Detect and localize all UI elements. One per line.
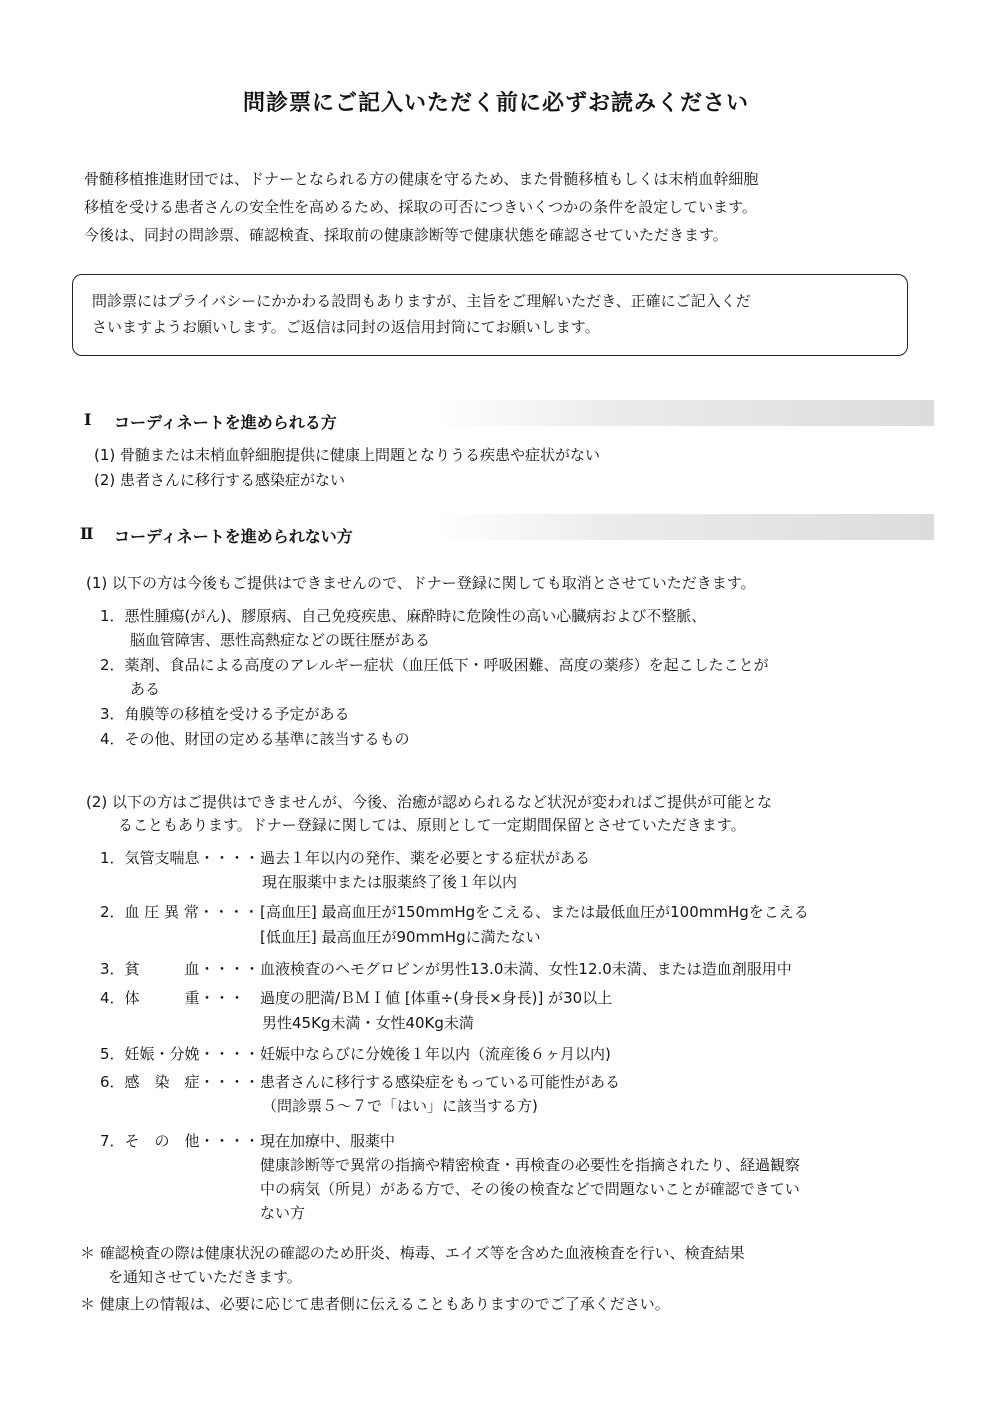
part-2-item-5-label: 5．妊娠・分娩・・・・: [100, 1045, 260, 1063]
part-2-item-6-line-2: （問診票５～７で「はい」に該当する方): [262, 1097, 538, 1115]
part-2-item-2-line-1: [高血圧] 最高血圧が150mmHgをこえる、または最低血圧が100mmHgをこえる: [260, 903, 809, 921]
part-2-item-3-line-1: 血液検査のヘモグロビンが男性13.0未満、女性12.0未満、または造血剤服用中: [260, 960, 792, 978]
part-2-item-6-line-1: 患者さんに移行する感染症をもっている可能性がある: [260, 1073, 621, 1091]
footnote-1-cont: を通知させていただきます。: [108, 1268, 302, 1286]
section-2-number: Ⅱ: [80, 524, 94, 543]
part-1-item-1-cont: 脳血管障害、悪性高熱症などの既往歴がある: [130, 631, 431, 649]
part-1-item-4: 4．その他、財団の定める基準に該当するもの: [100, 730, 410, 748]
part-1-item-2: 2．薬剤、食品による高度のアレルギー症状（血圧低下・呼吸困難、高度の薬疹）を起こしたことが: [100, 656, 769, 674]
part-2-item-7-line-1: 現在加療中、服薬中: [260, 1132, 396, 1150]
part-2-item-5-line-1: 妊娠中ならびに分娩後１年以内（流産後６ヶ月以内): [260, 1045, 611, 1063]
notice-line-1: 問診票にはプライバシーにかかわる設問もありますが、主旨をご理解いただき、正確にご記入くだ: [92, 292, 751, 310]
part-2-item-4-line-2: 男性45Kg未満・女性40Kg未満: [262, 1014, 474, 1032]
part-2-item-4-line-1: 過度の肥満/ＢＭＩ値 [体重÷(身長×身長)] が30以上: [260, 989, 613, 1007]
page-title: 問診票にご記入いただく前に必ずお読みください: [242, 91, 749, 116]
part-2-item-7-line-3: 中の病気（所見）がある方で、その後の検査などで問題ないことが確認できてい: [260, 1180, 800, 1198]
part-2-item-3-label: 3．貧 血・・・・: [100, 960, 260, 978]
intro-line-2: 移植を受ける患者さんの安全性を高めるため、採取の可否につきいくつかの条件を設定しています。: [84, 198, 757, 216]
intro-line-3: 今後は、同封の問診票、確認検査、採取前の健康診断等で健康状態を確認させていただきます。: [84, 226, 728, 244]
part-2-item-7-line-4: ない方: [260, 1204, 306, 1222]
part-2-item-2-line-2: [低血圧] 最高血圧が90mmHgに満たない: [260, 928, 541, 946]
part-2-item-1-line-2: 現在服薬中または服薬終了後１年以内: [262, 873, 518, 891]
footnote-1: ＊ 確認検査の際は健康状況の確認のため肝炎、梅毒、エイズ等を含めた血液検査を行い、検査結果: [80, 1244, 745, 1262]
section-1-number: Ⅰ: [84, 410, 92, 429]
intro-line-1: 骨髄移植推進財団では、ドナーとなられる方の健康を守るため、また骨髄移植もしくは末梢血幹細胞: [84, 170, 759, 188]
part-1-item-2-cont: ある: [130, 680, 161, 698]
section-1-item-2: (2) 患者さんに移行する感染症がない: [94, 471, 346, 489]
part-2-item-4-label: 4．体 重・・・: [100, 989, 245, 1007]
part-1-item-1: 1．悪性腫瘍(がん)、膠原病、自己免疫疾患、麻酔時に危険性の高い心臓病および不整脈、: [100, 607, 707, 625]
part-2-item-2-label: 2．血 圧 異 常・・・・: [100, 903, 259, 921]
part-2-item-6-label: 6．感 染 症・・・・: [100, 1073, 260, 1091]
part-2-item-7-line-2: 健康診断等で異常の指摘や精密検査・再検査の必要性を指摘されたり、経過観察: [260, 1156, 801, 1174]
section-2-part-1-heading: (1) 以下の方は今後もご提供はできませんので、ドナー登録に関しても取消とさせていただきます。: [86, 574, 756, 592]
part-2-item-1-label: 1．気管支喘息・・・・: [100, 849, 260, 867]
section-2-title: コーディネートを進められない方: [114, 527, 353, 546]
part-2-item-7-label: 7．そ の 他・・・・: [100, 1132, 260, 1150]
notice-line-2: さいますようお願いします。ご返信は同封の返信用封筒にてお願いします。: [92, 318, 600, 336]
part-1-item-3: 3．角膜等の移植を受ける予定がある: [100, 705, 350, 723]
section-1-item-1: (1) 骨髄または末梢血幹細胞提供に健康上問題となりうる疾患や症状がない: [94, 446, 601, 464]
section-1-title: コーディネートを進められる方: [114, 413, 337, 432]
notice-box: [72, 274, 908, 356]
footnote-2: ＊ 健康上の情報は、必要に応じて患者側に伝えることもありますのでご了承ください。: [80, 1295, 670, 1313]
part-2-item-1-line-1: 過去１年以内の発作、薬を必要とする症状がある: [260, 849, 591, 867]
section-2-part-2-heading-cont: ることもあります。ドナー登録に関しては、原則として一定期間保留とさせていただきます。: [118, 816, 746, 834]
section-2-part-2-heading: (2) 以下の方はご提供はできませんが、今後、治癒が認められるなど状況が変わればご提供が可能とな: [86, 793, 773, 811]
